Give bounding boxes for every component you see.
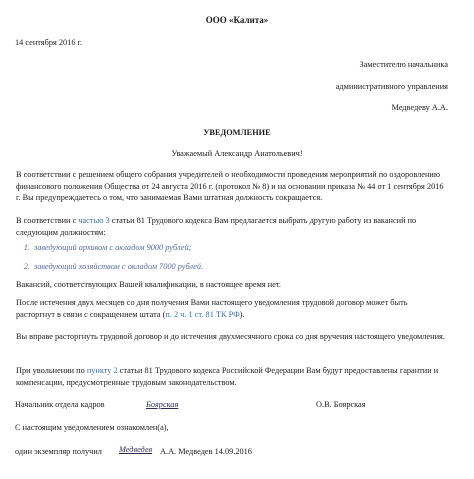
text-fragment: В соответствии с: [16, 216, 79, 225]
handwritten-signature: Медведев: [119, 445, 153, 454]
addressee-line-3: Медведеву А.А.: [391, 103, 448, 112]
law-link-point-2[interactable]: пункту 2: [86, 366, 118, 375]
paragraph-vacancy-offer: [16, 215, 448, 238]
addressee-line-1: Заместителю начальника: [359, 60, 448, 69]
acknowledgement-text: С настоящим уведомлением ознакомлен(а),: [15, 423, 169, 432]
document-title: УВЕДОМЛЕНИЕ: [203, 128, 271, 137]
signer-position: Начальник отдела кадров: [15, 400, 105, 409]
text-fragment: статьи 81 Трудового кодекса Вам предлагается выбрать другую работу из вакансий по следующим должностям:: [16, 216, 417, 237]
paragraph-right-to-terminate: Вы вправе расторгнуть трудовой договор и до истечения двухмесячного срока со дня вручения настоящего уведомления.: [16, 332, 445, 341]
paragraph-decision: В соответствии с решением общего собрания учредителей о необходимости проведения мероприятий по оздоровлению финансового положения Общества от 24 августа 2016 г. (протокол № 8) и на основании приказа № 44 от 1 сентября 2016 г. Вы предупреждаетесь о том, что занимаемая Вами штатная должность сокращается.: [16, 170, 444, 203]
paragraph-no-vacancies: Вакансий, соответствующих Вашей квалификации, в настоящее время нет.: [16, 280, 281, 289]
list-item: 2. заведующий хозяйством с окладом 7000 рублей.: [32, 257, 203, 276]
vacancy-list: [16, 238, 203, 276]
paragraph-termination: [16, 297, 448, 320]
text-fragment: ).: [239, 309, 245, 319]
text-fragment: При увольнении по: [16, 366, 87, 375]
text-fragment: После истечения двух месяцев со дня получения Вами настоящего уведомления трудовой договор может быть расторгнут в связи с сокращением штата (: [16, 298, 408, 319]
law-link-part-3[interactable]: частью 3: [78, 216, 110, 225]
paragraph-guarantees: [16, 365, 448, 388]
recipient-name-date: А.А. Медведев 14.09.2016: [160, 447, 252, 456]
list-item: 1. заведующий архивом с окладом 9000 рублей;: [32, 238, 203, 257]
greeting: Уважаемый Александр Анатольевич!: [171, 149, 303, 158]
addressee-line-2: административного управления: [335, 82, 448, 91]
handwritten-signature: Боярская: [146, 400, 179, 409]
signer-name: О.В. Боярская: [316, 400, 366, 409]
copy-received-label: один экземпляр получил: [15, 447, 102, 456]
text-fragment: статьи 81 Трудового кодекса Российской Федерации Вам будут предоставлены гарантии и компенсации, предусмотренные трудовым законодательством.: [16, 366, 439, 387]
law-link-art-81[interactable]: п. 2 ч. 1 ст. 81 ТК РФ: [165, 309, 240, 319]
organization-name: ООО «Калита»: [205, 15, 269, 25]
document-date: 14 сентября 2016 г.: [15, 38, 83, 47]
